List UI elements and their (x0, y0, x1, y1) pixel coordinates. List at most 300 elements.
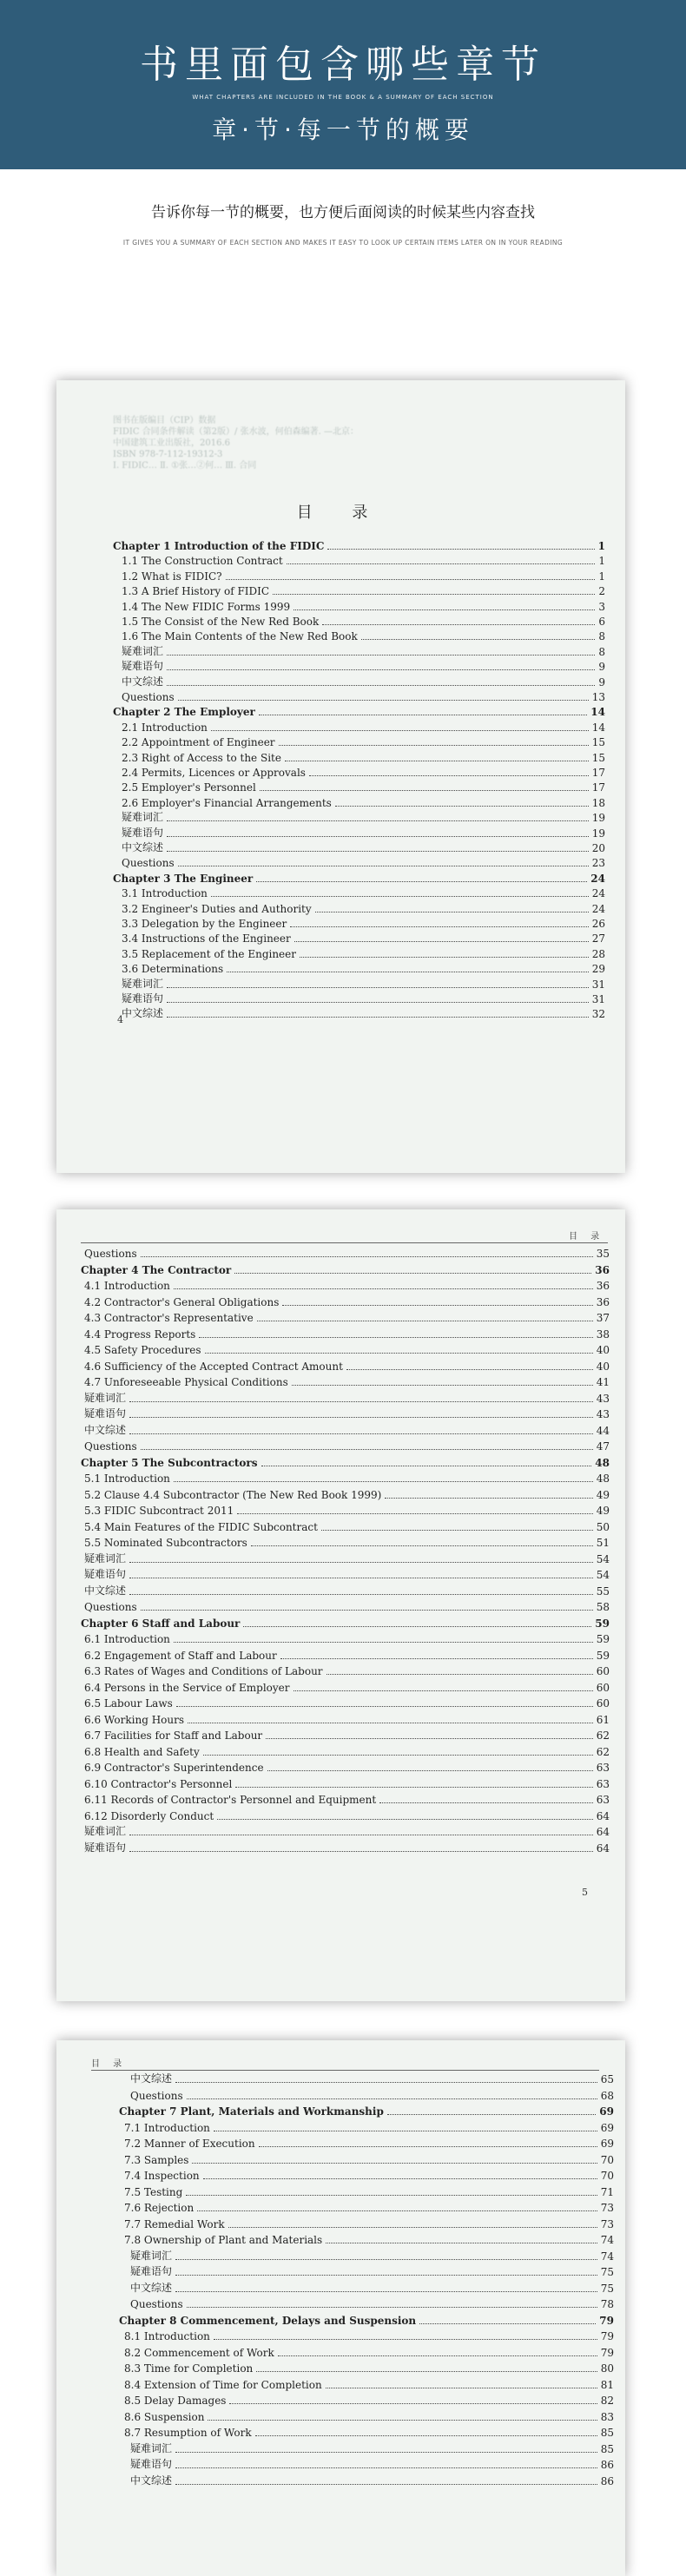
dot-leader (175, 2082, 597, 2083)
toc-entry-row (84, 1278, 610, 1292)
toc-entry-label: 8.4 Extension of Time for Completion (124, 2378, 322, 2391)
toc-entry-row (122, 855, 605, 869)
dot-leader (175, 2484, 597, 2485)
toc-entry-label: 疑难词汇 (84, 1552, 127, 1565)
dot-leader (175, 2275, 597, 2276)
toc-entry-page: 41 (596, 1376, 610, 1388)
toc-entry-page: 38 (596, 1328, 610, 1341)
toc-entry-label: 7.2 Manner of Execution (124, 2138, 255, 2150)
dot-leader (251, 1545, 593, 1546)
dot-leader (260, 790, 589, 791)
toc-entry-label: 6.1 Introduction (84, 1633, 170, 1645)
toc-entry-row (122, 961, 605, 975)
toc-entry-page: 24 (591, 887, 605, 900)
dot-leader (167, 836, 589, 837)
toc-entry-row (122, 720, 605, 734)
dot-leader (214, 2339, 597, 2340)
toc-entry-row (84, 1487, 610, 1501)
toc-entry-row (122, 840, 605, 854)
toc-entry-label: 2.4 Permits, Licences or Approvals (122, 767, 306, 779)
toc-entry-page: 79 (599, 2314, 614, 2327)
toc-title: 目 录 (296, 504, 386, 522)
toc-entry-label: 3.4 Instructions of the Engineer (122, 932, 291, 945)
toc-entry-page: 68 (600, 2089, 614, 2102)
toc-entry-page: 64 (596, 1841, 610, 1855)
toc-entry-label: Chapter 3 The Engineer (113, 872, 254, 885)
toc-entry-label: 中文综述 (84, 1584, 127, 1597)
toc-page-1 (56, 380, 625, 1173)
toc-entry-row (124, 2361, 614, 2375)
toc-entry-label: Chapter 7 Plant, Materials and Workmanship (119, 2105, 384, 2118)
toc-entry-page: 9 (598, 675, 605, 688)
toc-entry-row (130, 2296, 614, 2310)
toc-entry-page: 59 (596, 1633, 610, 1645)
toc-entry-page: 40 (596, 1344, 610, 1356)
toc-chapter-row (113, 871, 605, 885)
toc-entry-label: 8.2 Commencement of Work (124, 2346, 274, 2359)
toc-entry-row (122, 795, 605, 809)
toc-entry-row (84, 1327, 610, 1341)
dot-leader (129, 1433, 593, 1434)
toc-entry-page: 20 (591, 842, 605, 854)
toc-entry-page: 65 (600, 2073, 614, 2085)
dot-leader (208, 2420, 597, 2421)
dot-leader (266, 1738, 593, 1739)
dot-leader (174, 1642, 593, 1643)
toc-entry-row (84, 1680, 610, 1694)
toc-entry-label: 1.4 The New FIDIC Forms 1999 (122, 600, 291, 613)
toc-entry-label: 疑难词汇 (122, 811, 164, 824)
dot-leader (167, 685, 595, 686)
toc-entry-row (84, 1584, 610, 1598)
dot-leader (217, 1819, 593, 1820)
toc-entry-label: 疑难语句 (84, 1568, 127, 1580)
toc-entry-row (130, 2072, 614, 2085)
toc-entry-label: 中文综述 (130, 2474, 173, 2487)
toc-entry-row (130, 2457, 614, 2471)
dot-leader (167, 1017, 589, 1018)
toc-entry-label: 5.3 FIDIC Subcontract 2011 (84, 1505, 234, 1517)
dot-leader (335, 806, 589, 807)
dot-leader (292, 1385, 593, 1386)
dot-leader (186, 2195, 597, 2196)
toc-entry-label: 4.2 Contractor's General Obligations (84, 1295, 280, 1308)
toc-entry-page: 54 (596, 1569, 610, 1581)
running-head: 目 录 (569, 1232, 605, 1242)
toc-entry-page: 9 (598, 661, 605, 674)
toc-entry-label: Questions (130, 2089, 183, 2102)
toc-entry-page: 59 (596, 1649, 610, 1662)
toc-entry-page: 86 (600, 2474, 614, 2487)
toc-entry-label: 7.1 Introduction (124, 2121, 210, 2134)
toc-chapter-row (119, 2104, 614, 2118)
faded-line: Ⅰ. FIDIC… Ⅱ. ①张…②何… Ⅲ. 合同 (113, 461, 257, 471)
toc-entry-page: 14 (591, 721, 605, 734)
toc-entry-label: 疑难语句 (122, 992, 164, 1005)
toc-entry-label: Questions (84, 1440, 137, 1453)
toc-entry-page: 75 (600, 2266, 614, 2278)
toc-entry-page: 71 (600, 2185, 614, 2198)
toc-entry-label: 中文综述 (130, 2072, 173, 2085)
toc-entry-page: 24 (590, 872, 605, 885)
toc-entry-page: 60 (596, 1697, 610, 1710)
toc-chapter-row (119, 2313, 614, 2327)
toc-entry-page: 8 (598, 645, 605, 658)
toc-entry-page: 8 (598, 630, 605, 643)
toc-entry-label: 7.4 Inspection (124, 2170, 200, 2182)
dot-leader (141, 1449, 593, 1450)
dot-leader (256, 2371, 597, 2372)
toc-entry-label: 8.6 Suspension (124, 2410, 205, 2423)
dot-leader (178, 700, 589, 701)
dot-leader (167, 669, 595, 670)
toc-entry-label: Chapter 1 Introduction of the FIDIC (113, 540, 325, 552)
toc-entry-row (122, 810, 605, 824)
toc-entry-page: 29 (591, 963, 605, 976)
dot-leader (256, 881, 587, 882)
toc-entry-row (84, 1599, 610, 1613)
toc-entry-label: 疑难词汇 (84, 1391, 127, 1404)
toc-entry-label: Questions (122, 691, 175, 703)
dot-leader (237, 1513, 592, 1514)
toc-entry-page: 54 (596, 1552, 610, 1565)
toc-entry-label: 5.5 Nominated Subcontractors (84, 1537, 247, 1549)
toc-entry-label: 疑难词汇 (122, 977, 164, 990)
toc-entry-row (122, 765, 605, 779)
toc-entry-label: 6.7 Facilities for Staff and Labour (84, 1729, 263, 1742)
toc-entry-page: 36 (596, 1295, 610, 1308)
dot-leader (197, 2210, 597, 2211)
banner-subtitle-cn: 章·节·每一节的概要 (212, 115, 474, 144)
toc-entry-label: 6.3 Rates of Wages and Conditions of Labour (84, 1665, 323, 1677)
toc-entry-row (122, 599, 605, 613)
intro-text-en: IT GIVES YOU A SUMMARY OF EACH SECTION AND MAKES IT EASY TO LOOK UP CERTAIN ITEMS LATER ON IN YOUR READING (122, 239, 564, 247)
dot-leader (129, 1851, 593, 1852)
toc-entry-page: 3 (598, 600, 605, 613)
toc-entry-label: 疑难语句 (84, 1841, 127, 1854)
toc-entry-label: 中文综述 (84, 1423, 127, 1436)
dot-leader (141, 1256, 593, 1257)
toc-entry-page: 60 (596, 1665, 610, 1677)
dot-leader (167, 851, 589, 852)
toc-entry-page: 55 (596, 1584, 610, 1598)
dot-leader (187, 2098, 597, 2099)
toc-entry-page: 79 (600, 2346, 614, 2359)
toc-entry-page: 85 (600, 2427, 614, 2439)
toc-entry-label: Questions (84, 1601, 137, 1613)
toc-entry-label: 3.2 Engineer's Duties and Authority (122, 902, 312, 915)
toc-entry-page: 49 (596, 1505, 610, 1517)
toc-entry-row (84, 1359, 610, 1373)
toc-entry-row (124, 2152, 614, 2166)
toc-entry-label: 8.1 Introduction (124, 2330, 210, 2342)
dot-leader (211, 730, 589, 731)
toc-entry-page: 64 (596, 1809, 610, 1822)
toc-entry-row (122, 553, 605, 567)
toc-entry-row (122, 659, 605, 673)
dot-leader (280, 1658, 593, 1659)
toc-entry-page: 1 (598, 570, 605, 583)
faded-line: FIDIC 合同条件解读（第2版）/ 张水波，何伯森编著. —北京： (113, 427, 359, 437)
toc-entry-page: 44 (596, 1424, 610, 1437)
toc-entry-row (122, 675, 605, 688)
toc-entry-label: 疑难语句 (122, 826, 164, 839)
toc-entry-label: 疑难语句 (130, 2458, 173, 2470)
toc-entry-row (84, 1407, 610, 1420)
toc-entry-row (122, 826, 605, 840)
dot-leader (175, 2291, 597, 2292)
dot-leader (203, 1755, 593, 1756)
toc-entry-page: 26 (591, 918, 605, 930)
toc-entry-label: 中文综述 (122, 841, 164, 853)
toc-entry-page: 31 (591, 978, 605, 991)
toc-entry-label: 1.5 The Consist of the New Red Book (122, 616, 320, 628)
toc-entry-row (84, 1295, 610, 1308)
dot-leader (419, 2323, 596, 2324)
dot-leader (243, 1626, 591, 1627)
toc-entry-label: 3.1 Introduction (122, 887, 208, 900)
toc-entry-label: 7.7 Remedial Work (124, 2217, 225, 2230)
toc-entry-page: 48 (595, 1456, 610, 1469)
toc-entry-page: 60 (596, 1681, 610, 1694)
toc-entry-row (122, 946, 605, 960)
toc-entry-row (84, 1696, 610, 1710)
dot-leader (192, 2163, 597, 2164)
toc-entry-row (84, 1841, 610, 1855)
toc-entry-page: 23 (591, 857, 605, 870)
toc-entry-page: 40 (596, 1360, 610, 1373)
toc-entry-page: 19 (591, 812, 605, 825)
toc-entry-row (84, 1439, 610, 1453)
dot-leader (379, 1802, 593, 1803)
dot-leader (327, 549, 594, 550)
dot-leader (205, 1353, 593, 1354)
toc-entry-row (130, 2281, 614, 2295)
page-number: 4 (117, 1014, 123, 1025)
dot-leader (327, 1674, 593, 1675)
toc-entry-page: 36 (596, 1280, 610, 1292)
toc-entry-page: 80 (600, 2362, 614, 2375)
toc-entry-page: 62 (596, 1745, 610, 1758)
toc-entry-label: 疑难词汇 (130, 2249, 173, 2262)
dot-leader (176, 1706, 593, 1707)
toc-entry-label: 疑难词汇 (84, 1825, 127, 1837)
running-head: 目 录 (91, 2059, 128, 2069)
toc-entry-page: 69 (599, 2105, 614, 2118)
toc-entry-label: 4.5 Safety Procedures (84, 1344, 201, 1356)
dot-leader (167, 655, 595, 656)
toc-entry-row (84, 1776, 610, 1790)
toc-entry-page: 63 (596, 1762, 610, 1774)
toc-entry-row (122, 977, 605, 991)
toc-entry-row (122, 644, 605, 658)
toc-entry-label: 6.12 Disorderly Conduct (84, 1809, 214, 1822)
toc-entry-page: 85 (600, 2442, 614, 2455)
toc-entry-page: 70 (600, 2170, 614, 2182)
toc-page-2 (56, 1209, 625, 2001)
toc-entry-row (122, 569, 605, 583)
toc-entry-label: 2.2 Appointment of Engineer (122, 736, 275, 749)
toc-entry-row (84, 1808, 610, 1822)
toc-entry-page: 75 (600, 2282, 614, 2295)
dot-leader (321, 1530, 593, 1531)
toc-entry-row (84, 1535, 610, 1549)
toc-entry-row (122, 931, 605, 945)
header-banner (0, 0, 686, 169)
toc-entry-row (130, 2088, 614, 2102)
dot-leader (361, 639, 596, 640)
dot-leader (229, 2403, 597, 2404)
toc-entry-row (124, 2425, 614, 2439)
toc-entry-label: 1.1 The Construction Contract (122, 555, 283, 568)
toc-entry-page: 69 (600, 2138, 614, 2150)
toc-entry-row (124, 2120, 614, 2134)
toc-entry-row (84, 1374, 610, 1388)
toc-entry-row (124, 2136, 614, 2150)
toc-entry-row (124, 2232, 614, 2246)
toc-entry-page: 63 (596, 1794, 610, 1806)
toc-entry-label: Questions (130, 2298, 183, 2310)
toc-entry-label: 疑难语句 (122, 660, 164, 673)
toc-entry-label: 中文综述 (130, 2281, 173, 2294)
dot-leader (228, 2227, 597, 2228)
dot-leader (175, 2259, 597, 2260)
toc-entry-page: 37 (596, 1312, 610, 1324)
toc-entry-page: 13 (591, 691, 605, 703)
toc-entry-label: 中文综述 (122, 675, 164, 688)
dot-leader (385, 1498, 592, 1499)
toc-entry-page: 28 (591, 947, 605, 960)
toc-chapter-row (113, 538, 605, 552)
toc-entry-label: 2.6 Employer's Financial Arrangements (122, 796, 332, 809)
dot-leader (294, 1690, 593, 1691)
dot-leader (203, 2178, 597, 2179)
toc-entry-page: 17 (591, 781, 605, 794)
toc-entry-page: 78 (600, 2298, 614, 2310)
dot-leader (273, 594, 595, 595)
dot-leader (346, 1369, 593, 1370)
toc-entry-label: 2.5 Employer's Personnel (122, 781, 256, 794)
toc-entry-row (122, 992, 605, 1005)
toc-entry-label: 4.1 Introduction (84, 1280, 170, 1292)
toc-entry-row (124, 2345, 614, 2359)
toc-entry-page: 51 (596, 1537, 610, 1549)
toc-entry-label: Chapter 5 The Subcontractors (81, 1456, 258, 1469)
faded-line: ISBN 978-7-112-19312-3 (113, 450, 223, 459)
dot-leader (294, 941, 589, 942)
toc-entry-row (122, 583, 605, 597)
dot-leader (175, 2452, 597, 2453)
dot-leader (322, 624, 595, 625)
dot-leader (167, 1002, 589, 1003)
toc-entry-label: 6.10 Contractor's Personnel (84, 1777, 233, 1790)
toc-entry-label: 4.4 Progress Reports (84, 1328, 196, 1341)
toc-entry-label: 4.6 Sufficiency of the Accepted Contract Amount (84, 1360, 343, 1373)
toc-entry-row (84, 1391, 610, 1405)
toc-entry-label: 1.2 What is FIDIC? (122, 570, 222, 583)
dot-leader (167, 820, 589, 821)
toc-entry-page: 86 (600, 2459, 614, 2471)
toc-entry-label: 4.7 Unforeseeable Physical Conditions (84, 1376, 288, 1388)
toc-entry-label: 6.8 Health and Safety (84, 1745, 200, 1758)
banner-subtitle-en: WHAT CHAPTERS ARE INCLUDED IN THE BOOK & A SUMMARY OF EACH SECTION (192, 94, 494, 101)
dot-leader (278, 2355, 597, 2356)
toc-entry-page: 82 (600, 2395, 614, 2407)
toc-entry-row (84, 1664, 610, 1677)
dot-leader (287, 563, 596, 564)
toc-entry-label: 7.5 Testing (124, 2185, 183, 2198)
dot-leader (174, 1481, 593, 1482)
toc-entry-row (122, 614, 605, 628)
toc-entry-row (124, 2393, 614, 2407)
toc-entry-row (84, 1471, 610, 1485)
toc-entry-label: 5.1 Introduction (84, 1472, 170, 1485)
toc-entry-row (130, 2249, 614, 2263)
toc-entry-label: 6.2 Engagement of Staff and Labour (84, 1649, 277, 1662)
dot-leader (290, 926, 588, 927)
toc-entry-row (122, 689, 605, 703)
dot-leader (226, 579, 596, 580)
toc-entry-page: 69 (600, 2121, 614, 2134)
toc-entry-row (124, 2377, 614, 2391)
toc-entry-page: 31 (591, 993, 605, 1005)
toc-entry-page: 32 (591, 1008, 605, 1021)
toc-entry-row (122, 629, 605, 642)
toc-entry-row (122, 886, 605, 899)
toc-entry-page: 27 (591, 932, 605, 945)
toc-entry-row (122, 735, 605, 748)
toc-entry-page: 81 (600, 2378, 614, 2391)
toc-entry-page: 73 (600, 2202, 614, 2214)
toc-entry-label: 7.8 Ownership of Plant and Materials (124, 2234, 323, 2246)
toc-entry-page: 63 (596, 1777, 610, 1790)
toc-entry-label: 6.11 Records of Contractor's Personnel and Equipment (84, 1794, 377, 1806)
toc-entry-label: 5.2 Clause 4.4 Subcontractor (The New Red Book 1999) (84, 1488, 382, 1501)
toc-entry-row (84, 1567, 610, 1581)
toc-entry-row (84, 1648, 610, 1662)
dot-leader (279, 745, 589, 746)
toc-entry-label: 5.4 Main Features of the FIDIC Subcontract (84, 1520, 318, 1533)
dot-leader (141, 1610, 593, 1611)
dot-leader (175, 2467, 597, 2468)
toc-entry-label: 6.5 Labour Laws (84, 1697, 173, 1710)
dot-leader (282, 1305, 592, 1306)
toc-entry-row (84, 1760, 610, 1774)
toc-entry-label: 2.3 Right of Access to the Site (122, 751, 281, 764)
toc-entry-label: 3.3 Delegation by the Engineer (122, 918, 287, 930)
dot-leader (259, 2146, 597, 2147)
toc-entry-label: 3.5 Replacement of the Engineer (122, 947, 296, 960)
dot-leader (129, 1417, 593, 1418)
toc-entry-page: 47 (596, 1440, 610, 1453)
toc-entry-page: 19 (591, 827, 605, 840)
toc-entry-row (84, 1310, 610, 1324)
toc-entry-page: 6 (598, 616, 605, 628)
toc-entry-label: 疑难语句 (130, 2265, 173, 2277)
faded-cip-text (113, 415, 391, 471)
toc-entry-label: 8.5 Delay Damages (124, 2395, 227, 2407)
faded-line: 中国建筑工业出版社，2016.6 (113, 438, 230, 448)
toc-entry-row (84, 1631, 610, 1645)
toc-entry-page: 62 (596, 1729, 610, 1742)
toc-entry-page: 17 (591, 767, 605, 779)
toc-entry-page: 24 (591, 902, 605, 915)
toc-entry-label: 疑难语句 (84, 1407, 127, 1420)
toc-entry-row (122, 780, 605, 794)
dot-leader (235, 1787, 592, 1788)
toc-entry-page: 18 (591, 796, 605, 809)
toc-entry-page: 50 (596, 1520, 610, 1533)
